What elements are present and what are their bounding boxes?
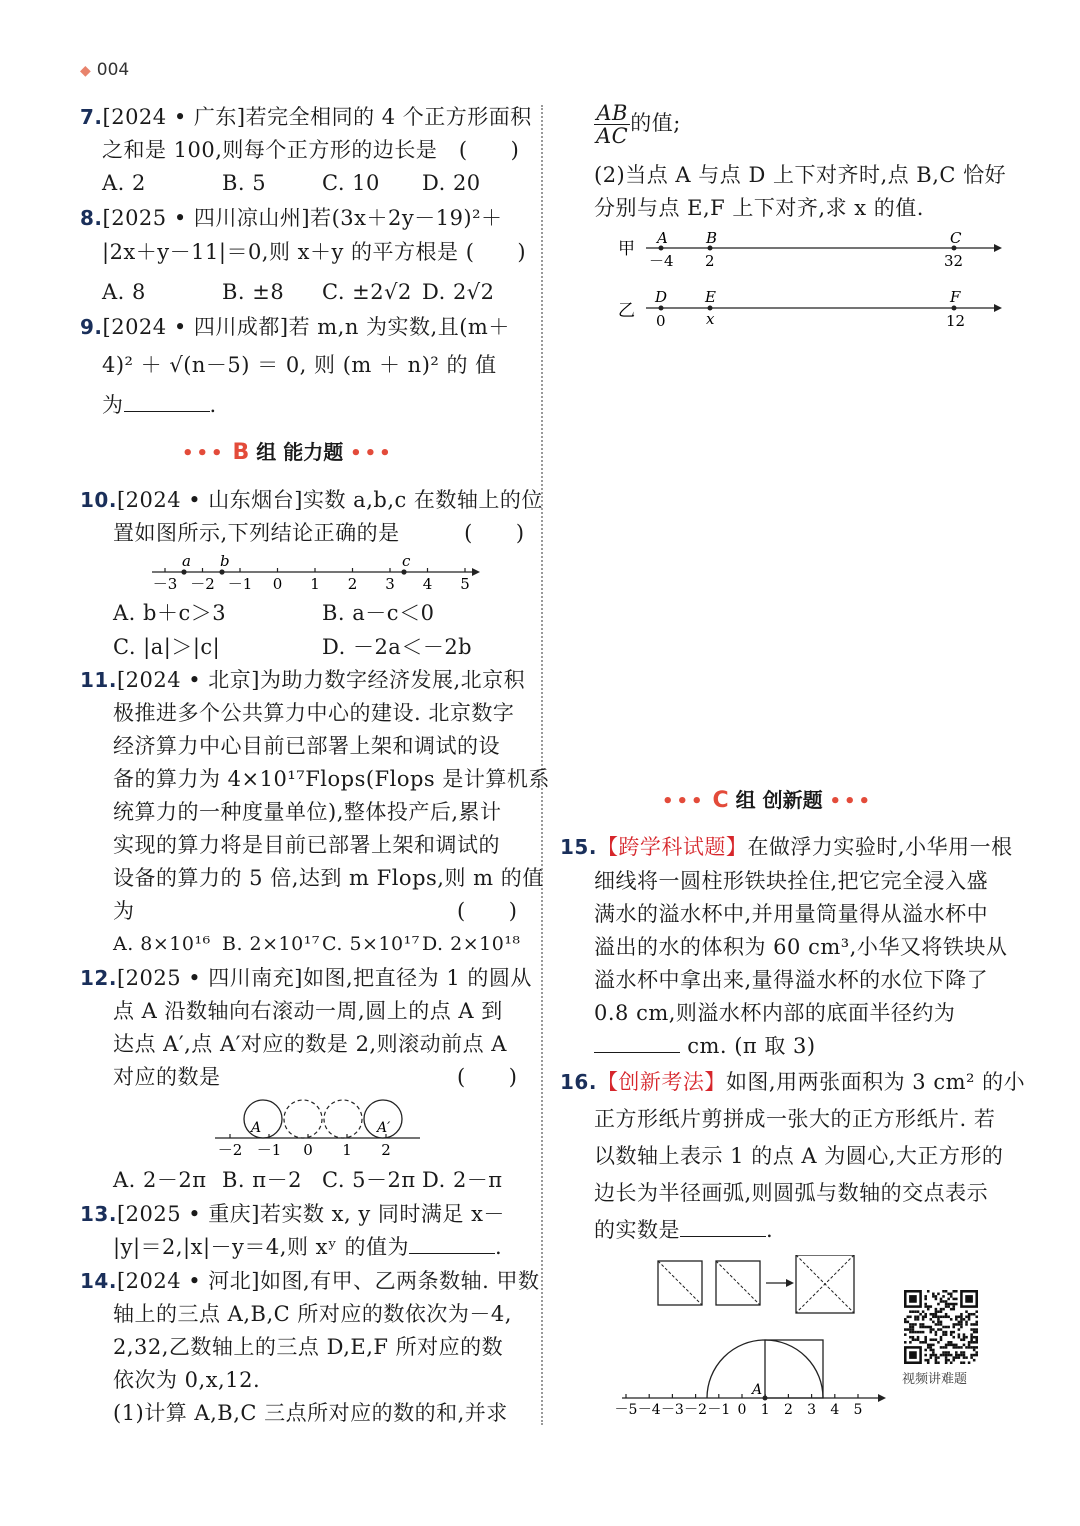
q15-line2: 细线将一圆柱形铁块拴住,把它完全浸入盛 xyxy=(594,869,989,893)
q12-circle-dashed-2 xyxy=(324,1100,362,1138)
q12-option-b: B. π－2 xyxy=(222,1168,302,1192)
q15-line7: cm. (π 取 3) xyxy=(594,1031,816,1061)
q14-line3: 2,32,乙数轴上的三点 D,E,F 所对应的数 xyxy=(113,1335,504,1359)
q16-line1: 16.【创新考法】如图,用两张面积为 3 cm² 的小 xyxy=(560,1070,1026,1094)
q12-rolling-circle-figure xyxy=(205,1094,430,1164)
axis-jia-value-b: 2 xyxy=(705,252,715,270)
q11-line1: 11.[2024 • 北京]为助力数字经济发展,北京积 xyxy=(80,668,526,692)
q12-line2: 点 A 沿数轴向右滚动一周,圆上的点 A 到 xyxy=(113,999,503,1023)
axis-jia-label-b: B xyxy=(706,229,718,247)
section-c-heading: ••• C 组 创新题 ••• xyxy=(662,788,874,813)
q10-number-line xyxy=(150,552,490,596)
q16-tick-label-3: －2 xyxy=(684,1402,708,1418)
q16-label-a: A xyxy=(752,1382,763,1398)
q13-line2: |y|＝2,|x|－y＝4,则 xʸ 的值为 . xyxy=(113,1235,503,1259)
q16-tick-label-9: 4 xyxy=(830,1402,840,1418)
q12-circle-dashed-1 xyxy=(284,1100,322,1138)
section-b-heading: ••• B 组 能力题 ••• xyxy=(182,440,394,465)
q15-tag: 【跨学科试题】 xyxy=(596,835,748,859)
q14-line1: 14.[2024 • 河北]如图,有甲、乙两条数轴. 甲数 xyxy=(80,1269,540,1293)
q15-line6: 0.8 cm,则溢水杯内部的底面半径约为 xyxy=(594,1001,956,1025)
q10-tick-label-5: 2 xyxy=(347,575,358,593)
q10-option-b: B. a－c＜0 xyxy=(322,601,435,625)
axis-yi-value-e: x xyxy=(706,310,715,328)
q10-option-c: C. |a|＞|c| xyxy=(113,635,221,659)
q12-label-a: A xyxy=(251,1120,262,1136)
q16-line2: 正方形纸片剪拼成一张大的正方形纸片. 若 xyxy=(594,1107,996,1131)
q8-line1: 8.[2025 • 四川凉山州]若(3x＋2y－19)²＋ xyxy=(80,206,503,230)
q8-option-d: D. 2√2 xyxy=(422,280,495,304)
q10-tick-label-2: －1 xyxy=(227,575,253,593)
q16-squares-arc-figure xyxy=(610,1255,900,1425)
q7-option-a: A. 2 xyxy=(102,171,146,195)
q10-option-a: A. b＋c＞3 xyxy=(113,601,227,625)
q10-option-d: D. －2a＜－2b xyxy=(322,635,473,659)
q16-point-a xyxy=(763,1396,768,1401)
page-number: ◆ 004 xyxy=(80,60,130,80)
q16-line5: 的实数是 . xyxy=(594,1218,774,1242)
q10-tick-label-6: 3 xyxy=(385,575,395,593)
q12-tick-label-1: －1 xyxy=(256,1141,282,1159)
q16-tick-label-4: －1 xyxy=(707,1402,731,1418)
q12-option-a: A. 2－2π xyxy=(113,1168,207,1192)
axis-jia-value-a: －4 xyxy=(649,252,674,270)
q8-option-b: B. ±8 xyxy=(222,280,285,304)
q10-line2: 置如图所示,下列结论正确的是 ( ) xyxy=(113,521,525,545)
q10-label-a: a xyxy=(182,552,191,570)
q16-square-on-axis xyxy=(765,1340,823,1398)
q12-circle-start xyxy=(244,1100,282,1138)
q12-label-a-prime: A′ xyxy=(377,1120,391,1136)
q14-line2: 轴上的三点 A,B,C 所对应的数依次为－4, xyxy=(113,1302,512,1326)
q10-tick-label-0: －3 xyxy=(152,575,178,593)
q12-line4: 对应的数是 ( ) xyxy=(113,1065,518,1089)
q14-fraction-line: $\frac{AB}{AC}$ 的值; xyxy=(596,101,681,148)
q10-point-c xyxy=(401,569,406,574)
q9-line3: 为 . xyxy=(102,393,217,417)
q12-line3: 达点 A′,点 A′对应的数是 2,则滚动前点 A xyxy=(113,1032,507,1056)
q13-line1: 13.[2025 • 重庆]若实数 x, y 同时满足 x－ xyxy=(80,1202,505,1226)
qr-caption: 视频讲难题 xyxy=(902,1372,968,1387)
q16-line4: 边长为半径画弧,则圆弧与数轴的交点表示 xyxy=(594,1181,989,1205)
axis-yi-label-d: D xyxy=(655,288,668,306)
q12-line1: 12.[2025 • 四川南充]如图,把直径为 1 的圆从 xyxy=(80,966,532,990)
q12-tick-label-3: 1 xyxy=(342,1141,352,1159)
q14-fraction-ab-ac: $\frac{AB}{AC}$ xyxy=(596,101,629,148)
q16-tick-label-0: －5 xyxy=(614,1402,638,1418)
q13-answer-blank xyxy=(409,1235,495,1254)
q14-number-lines xyxy=(612,226,1012,336)
q11-option-c: C. 5×10¹⁷ xyxy=(322,933,420,955)
q11-line7: 设备的算力的 5 倍,达到 m Flops,则 m 的值 xyxy=(113,866,544,890)
q16-tick-label-6: 1 xyxy=(760,1402,770,1418)
q11-option-d: D. 2×10¹⁸ xyxy=(422,933,521,955)
axis-yi-point-f xyxy=(952,306,957,311)
axis-yi-value-d: 0 xyxy=(656,312,666,330)
q12-tick-label-0: －2 xyxy=(217,1141,243,1159)
q11-line4: 备的算力为 4×10¹⁷Flops(Flops 是计算机系 xyxy=(113,767,550,791)
q16-tick-label-8: 3 xyxy=(807,1402,817,1418)
q12-option-d: D. 2－π xyxy=(422,1168,503,1192)
q15-line4: 溢出的水的体积为 60 cm³,小华又将铁块从 xyxy=(594,935,1008,959)
q10-tick-label-4: 1 xyxy=(310,575,320,593)
q16-answer-blank xyxy=(680,1218,766,1237)
q11-line3: 经济算力中心目前已部署上架和调试的设 xyxy=(113,734,500,758)
q14-line4: 依次为 0,x,12. xyxy=(113,1368,261,1392)
axis-yi-label-e: E xyxy=(705,288,716,306)
q7-line2: 之和是 100,则每个正方形的边长是 ( ) xyxy=(102,138,520,162)
q12-tick-label-4: 2 xyxy=(381,1141,391,1159)
q7-option-b: B. 5 xyxy=(222,171,267,195)
q15-line5: 溢水杯中拿出来,量得溢水杯的水位下降了 xyxy=(594,968,989,992)
q7-option-c: C. 10 xyxy=(322,171,380,195)
q14-part2-line2: 分别与点 E,F 上下对齐,求 x 的值. xyxy=(594,196,924,220)
q10-point-a xyxy=(181,569,186,574)
axis-jia-label-c: C xyxy=(950,229,962,247)
axis-yi-label-f: F xyxy=(950,288,961,306)
q16-tick-label-10: 5 xyxy=(853,1402,863,1418)
q16-line3: 以数轴上表示 1 的点 A 为圆心,大正方形的 xyxy=(594,1144,1004,1168)
q10-label-b: b xyxy=(220,552,230,570)
axis-jia-value-c: 32 xyxy=(944,252,964,270)
qr-code-icon[interactable] xyxy=(904,1290,978,1364)
q14-part2-line1: (2)当点 A 与点 D 上下对齐时,点 B,C 恰好 xyxy=(594,163,1007,187)
q15-line1: 15.【跨学科试题】在做浮力实验时,小华用一根 xyxy=(560,835,1013,859)
q12-option-c: C. 5－2π xyxy=(322,1168,416,1192)
q16-tick-label-5: 0 xyxy=(737,1402,747,1418)
q16-tick-label-7: 2 xyxy=(783,1402,793,1418)
q11-option-a: A. 8×10¹⁶ xyxy=(113,933,211,955)
q10-tick-label-8: 5 xyxy=(460,575,470,593)
axis-jia-label-a: A xyxy=(657,229,668,247)
q11-line6: 实现的算力将是目前已部署上架和调试的 xyxy=(113,833,500,857)
q7-option-d: D. 20 xyxy=(422,171,481,195)
q8-option-c: C. ±2√2 xyxy=(322,280,412,304)
q16-tick-label-2: －3 xyxy=(660,1402,684,1418)
q15-answer-blank xyxy=(594,1034,680,1053)
q10-tick-label-3: 0 xyxy=(272,575,283,593)
q10-label-c: c xyxy=(402,552,411,570)
q7-line1: 7.[2024 • 广东]若完全相同的 4 个正方形面积 xyxy=(80,105,532,129)
axis-yi-label: 乙 xyxy=(618,301,635,321)
q11-line8: 为 ( ) xyxy=(113,899,518,923)
q9-answer-blank xyxy=(124,393,210,412)
q11-line5: 统算力的一种度量单位),整体投产后,累计 xyxy=(113,800,502,824)
q10-line1: 10.[2024 • 山东烟台]实数 a,b,c 在数轴上的位 xyxy=(80,488,543,512)
axis-jia-label: 甲 xyxy=(618,239,635,259)
q11-option-b: B. 2×10¹⁷ xyxy=(222,933,320,955)
axis-yi-point-d xyxy=(659,306,664,311)
q9-line2: 4)² ＋ √(n－5) ＝ 0, 则 (m ＋ n)² 的 值 xyxy=(102,353,497,377)
q16-tag: 【创新考法】 xyxy=(596,1070,726,1094)
q14-line5: (1)计算 A,B,C 三点所对应的数的和,并求 xyxy=(113,1401,508,1425)
q8-line2: |2x＋y－11|＝0,则 x＋y 的平方根是 ( ) xyxy=(102,240,527,264)
q10-tick-label-1: －2 xyxy=(190,575,215,593)
q11-line2: 极推进多个公共算力中心的建设. 北京数字 xyxy=(113,701,515,725)
q9-line1: 9.[2024 • 四川成都]若 m,n 为实数,且(m＋ xyxy=(80,315,510,339)
q8-option-a: A. 8 xyxy=(102,280,146,304)
q15-line3: 满水的溢水杯中,并用量筒量得从溢水杯中 xyxy=(594,902,989,926)
q10-point-b xyxy=(219,569,224,574)
q12-tick-label-2: 0 xyxy=(303,1141,313,1159)
q16-tick-label-1: －4 xyxy=(637,1402,661,1418)
q10-tick-label-7: 4 xyxy=(422,575,433,593)
axis-yi-value-f: 12 xyxy=(946,312,966,330)
